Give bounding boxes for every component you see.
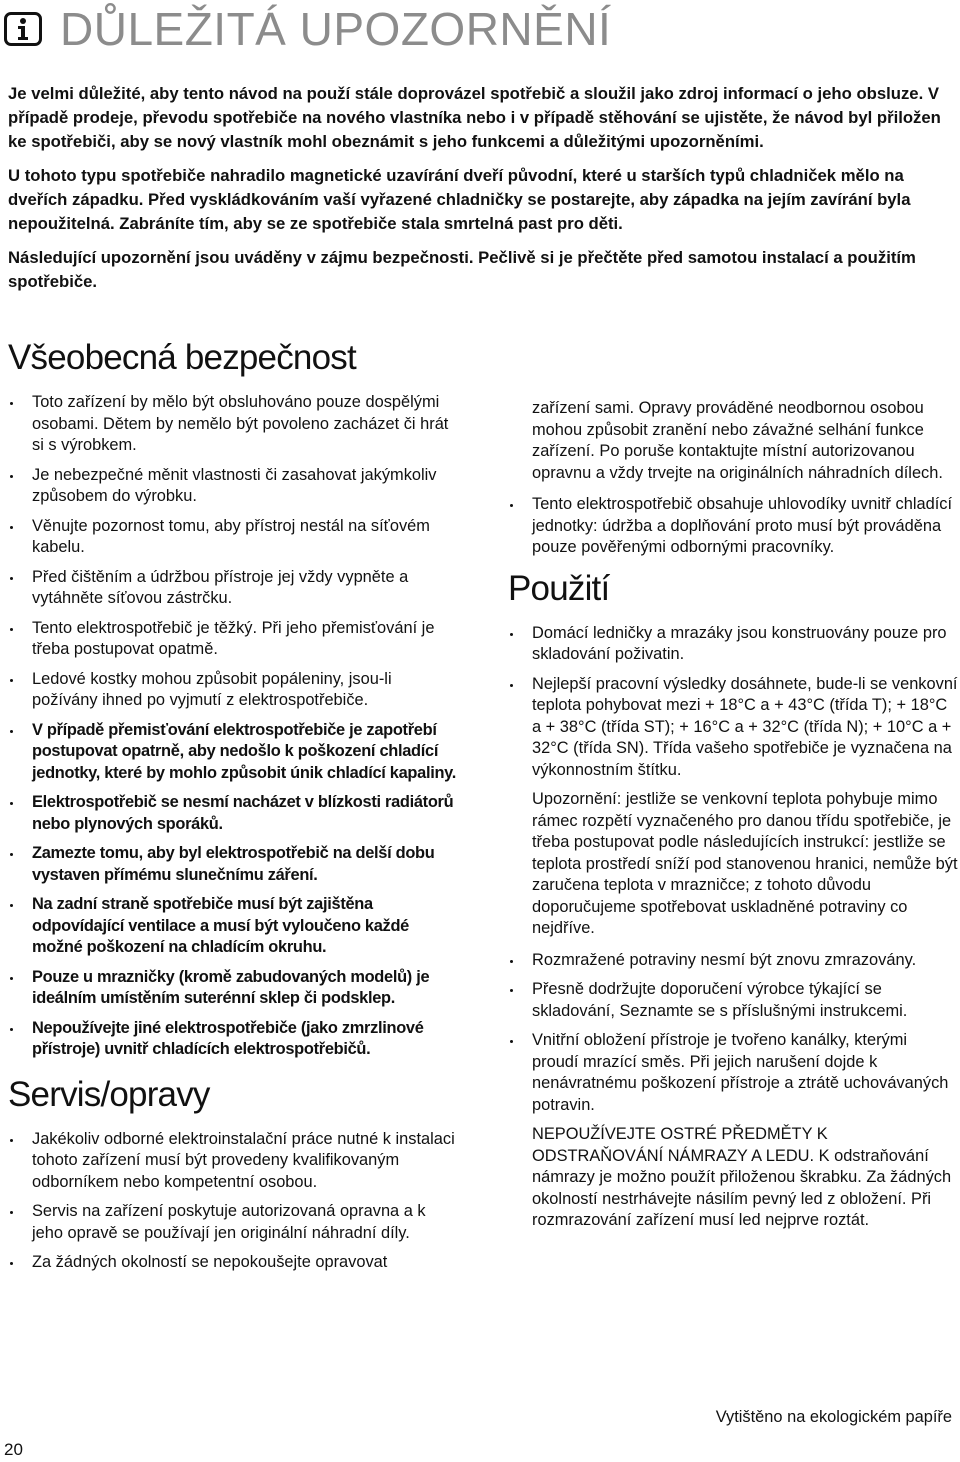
service-list-continued	[508, 494, 958, 559]
left-column	[8, 338, 460, 1282]
page-number: 20	[4, 1440, 23, 1459]
service-heading: Servis/opravy	[8, 1074, 210, 1114]
intro-paragraph: U tohoto typu spotřebiče nahradilo magnetické uzavírání dveří původní, které u starších typů chladniček mělo na dveřích západku. Před vyskládkováním vaší vyřazené chladničky se postarejte, aby západka na jejím zavírání byla nepoužitelná. Zabráníte tím, aby se ze spotřebiče stala smrtelná past pro děti.	[8, 166, 911, 233]
intro-paragraph: Je velmi důležité, aby tento návod na použí stále doprovázel spotřebič a sloužil jako zdroj informací o jeho obsluze. V případě prodeje, převodu spotřebiče na nového vlastníka nebo i v případě stěhování se ujistěte, že návod byl přiložen ke spotřebiči, aby se nový vlastník mohl obeznámit s jeho funkcemi a důležitými upozorněními.	[8, 84, 941, 151]
list-item-bold: Pouze u mrazničky (kromě zabudovaných modelů) je ideálním umístěním suterénní sklep či podsklep.	[8, 967, 460, 1010]
intro-paragraph: Následující upozornění jsou uváděny v zájmu bezpečnosti. Pečlivě si je přečtěte před samotou instalací a použitím spotřebiče.	[8, 248, 916, 291]
list-item-bold: Na zadní straně spotřebiče musí být zajištěna odpovídající ventilace a musí být vyloučeno každé možné poškození na chladícím okruhu.	[8, 894, 460, 959]
intro-section	[8, 82, 948, 304]
list-item: Ledové kostky mohou způsobit popáleniny, jsou-li požívány ihned po vyjmutí z elektrospotřebiče.	[8, 669, 460, 712]
service-continuation: zařízení sami. Opravy prováděné neodbornou osobou mohou způsobit zranění nebo závažné selhání funkce zařízení. Po poruše kontaktujte místní autorizovanou opravnu a vždy trvejte na originálních náhradních dílech.	[532, 399, 943, 482]
info-icon	[4, 12, 42, 46]
list-item: Tento elektrospotřebič je těžký. Při jeho přemisťování je třeba postupovat opatmě.	[8, 618, 460, 661]
defrost-warning: NEPOUŽÍVEJTE OSTRÉ PŘEDMĚTY K ODSTRAŇOVÁNÍ NÁMRAZY A LEDU. K odstraňování námrazy je možno použít přiloženou škrabku. Za žádných okolností nestrhávejte násilím pevný led z obložení. Při rozmrazování zařízení musí led nejprve roztát.	[532, 1125, 952, 1229]
usage-note: Upozornění: jestliže se venkovní teplota pohybuje mimo rámec rozpětí vyznačeného pro danou třídu spotřebiče, je třeba postupovat podle následujících instrukcí: jestliže se teplota prostředí sníží pod stanovenou hranici, nemůže být zaručena teplota v mrazničce; z tohoto důvodu doporučujeme spotřebovat uskladněné potraviny co nejdříve.	[532, 790, 958, 937]
list-item: Jakékoliv odborné elektroinstalační práce nutné k instalaci tohoto zařízení musí být provedeny kvalifikovaným odborníkem nebo kompetentní osobou.	[8, 1129, 460, 1194]
list-item-bold: Zamezte tomu, aby byl elektrospotřebič na delší dobu vystaven přímému slunečnímu záření.	[8, 843, 460, 886]
eco-paper-note: Vytištěno na ekologickém papíře	[715, 1408, 952, 1426]
list-item: Vnitřní obložení přístroje je tvořeno kanálky, kterými proudí mrazící směs. Při jejich narušení dojde k nenávratnému poškození přístroje a ztrátě uchovávaných potravin.	[508, 1030, 958, 1116]
list-item: Toto zařízení by mělo být obsluhováno pouze dospělými osobami. Dětem by nemělo být povoleno zacházet či hrát si s výrobkem.	[8, 392, 460, 457]
usage-list	[508, 623, 958, 782]
list-item: Věnujte pozornost tomu, aby přístroj nestál na síťovém kabelu.	[8, 516, 460, 559]
general-safety-heading: Všeobecná bezpečnost	[8, 338, 356, 377]
list-item: Za žádných okolností se nepokoušejte opravovat	[8, 1252, 460, 1274]
list-item-bold: V případě přemisťování elektrospotřebiče je zapotřebí postupovat opatrně, aby nedošlo k poškození chladící jednotky, které by mohlo způsobit únik chladící kapaliny.	[8, 720, 460, 785]
list-item: Přesně dodržujte doporučení výrobce týkající se skladování, Seznamte se s příslušnými instrukcemi.	[508, 979, 958, 1022]
list-item: Je nebezpečné měnit vlastnosti či zasahovat jakýmkoliv způsobem do výrobku.	[8, 465, 460, 508]
page-header	[4, 4, 611, 54]
list-item: Před čištěním a údržbou přístroje jej vždy vypněte a vytáhněte síťovou zástrčku.	[8, 567, 460, 610]
page-title: DŮLEŽITÁ UPOZORNĚNÍ	[60, 3, 612, 55]
general-safety-list	[8, 392, 460, 1061]
list-item: Nejlepší pracovní výsledky dosáhnete, bude-li se venkovní teplota pohybovat mezi + 18°C a + 43°C (třída T); + 18°C a + 38°C (třída ST); + 16°C a + 32°C (třída N); + 10°C a + 32°C (třída SN). Třída vašeho spotřebiče je vyznačena na výkonnostním štítku.	[508, 674, 958, 782]
usage-heading: Použití	[508, 568, 610, 608]
list-item: Tento elektrospotřebič obsahuje uhlovodíky uvnitř chladící jednotky: údržba a doplňování proto musí být prováděna pouze pověřenými odbornými pracovníky.	[508, 494, 958, 559]
list-item: Rozmražené potraviny nesmí být znovu zmrazovány.	[508, 950, 958, 972]
right-column	[508, 398, 958, 1242]
usage-list-continued	[508, 950, 958, 1117]
list-item: Domácí ledničky a mrazáky jsou konstruovány pouze pro skladování poživatin.	[508, 623, 958, 666]
list-item: Servis na zařízení poskytuje autorizovaná opravna a k jeho opravě se používají jen originální náhradní díly.	[8, 1201, 460, 1244]
service-list	[8, 1129, 460, 1274]
list-item-bold: Nepoužívejte jiné elektrospotřebiče (jako zmrzlinové přístroje) uvnitř chladících elektrospotřebičů.	[8, 1018, 460, 1061]
list-item-bold: Elektrospotřebič se nesmí nacházet v blízkosti radiátorů nebo plynových sporáků.	[8, 792, 460, 835]
